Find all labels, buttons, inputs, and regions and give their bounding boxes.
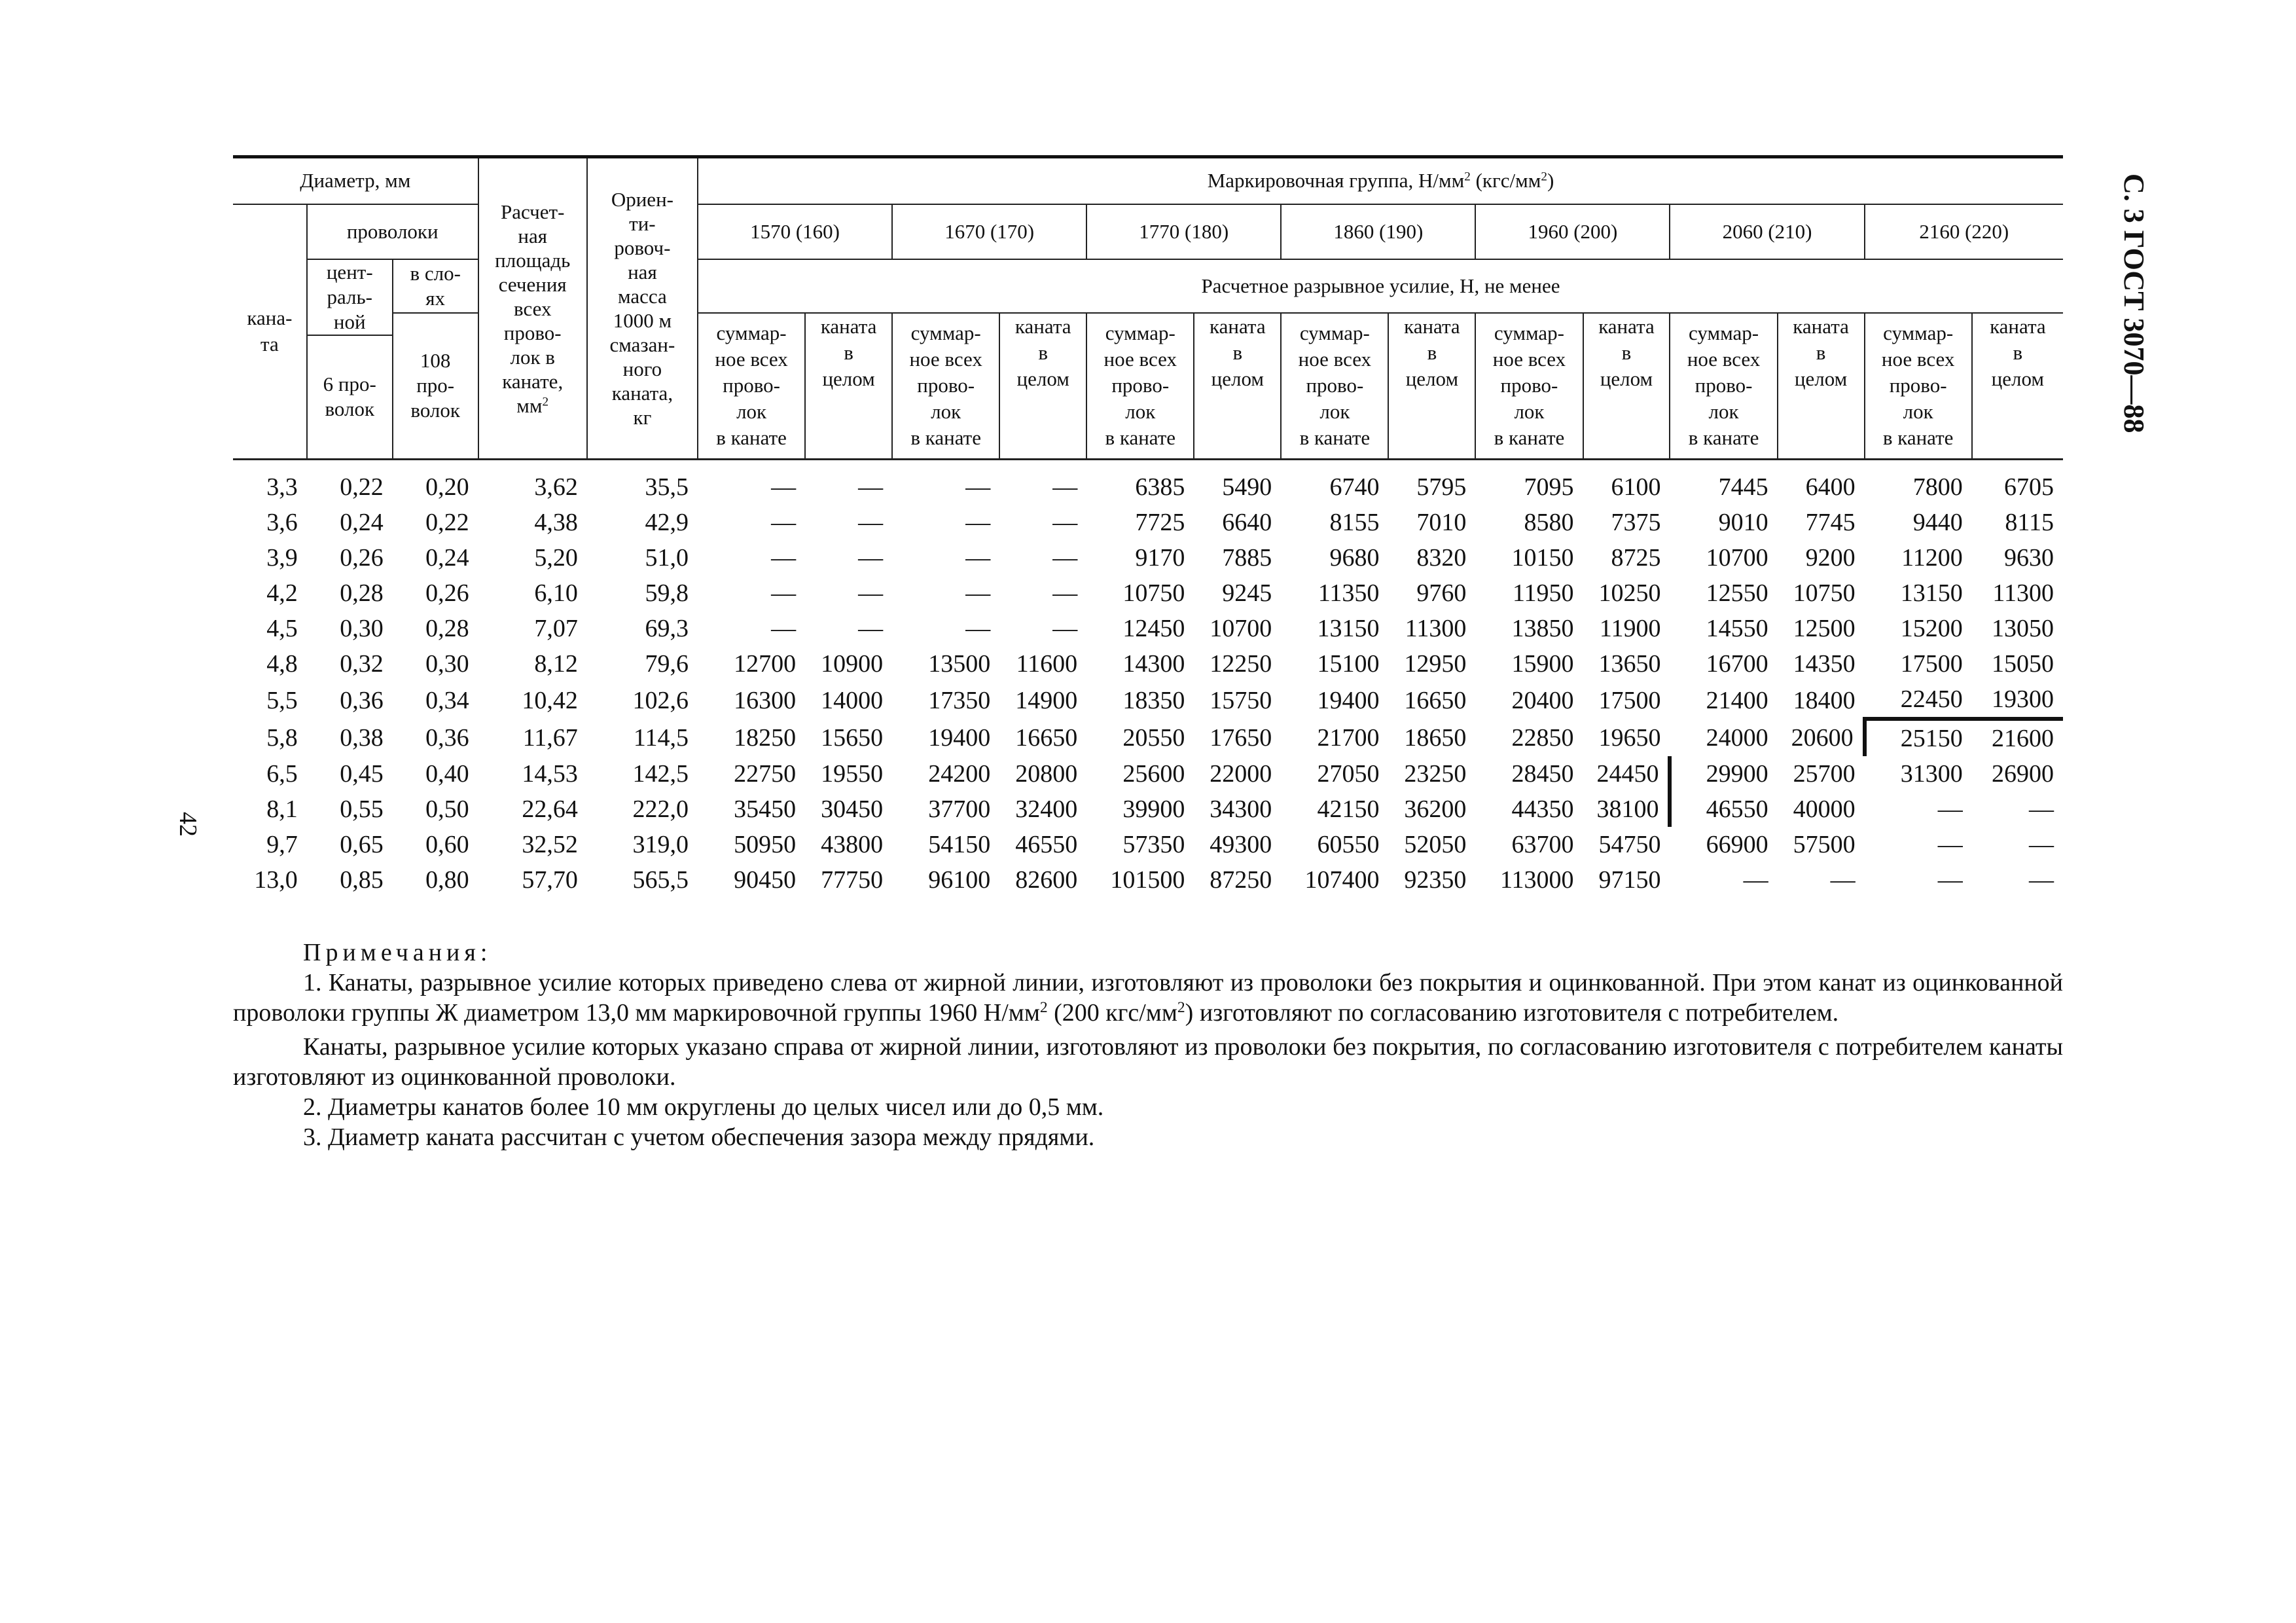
table-cell: 0,20 <box>425 473 469 501</box>
table-cell: 4,5 <box>266 615 298 642</box>
table-cell: 10750 <box>1793 579 1856 607</box>
header-central-count: 6 про- волок <box>307 335 393 460</box>
table-cell: 0,24 <box>340 509 384 536</box>
table-cell: 25700 <box>1793 760 1856 788</box>
table-cell: 0,45 <box>340 760 384 788</box>
table-cell: 11,67 <box>522 723 578 752</box>
table-cell: 142,5 <box>632 760 689 788</box>
table-cell: 7010 <box>1416 509 1467 536</box>
table-cell: 25600 <box>1122 760 1185 788</box>
table-cell: 5,20 <box>534 544 578 572</box>
header-group-2160: 2160 (220) <box>1865 204 2063 259</box>
note-1: 1. Канаты, разрывное усилие которых приведено слева от жирной линии, изготовляют из проволоки без покрытия и оцинкованной. При этом канат из оцинкованной проволоки группы Ж диаметром 13,0 мм маркировочной группы 1960 $Н/мм^2$ (200 кгс/$мм^2$) изготовляют по согласованию изготовителя с потребителем. <box>233 969 2063 1027</box>
table-cell: — <box>771 473 797 501</box>
table-cell: 32400 <box>1015 795 1078 823</box>
table-cell: — <box>771 579 797 607</box>
table-cell: 15050 <box>1992 650 2054 678</box>
table-cell: 5795 <box>1416 473 1467 501</box>
table-cell: — <box>965 509 991 536</box>
table-cell: 25150 <box>1865 719 1972 756</box>
table-cell: 565,5 <box>632 866 689 894</box>
table-cell: 92350 <box>1404 866 1467 894</box>
table-cell: 6385 <box>1135 473 1185 501</box>
header-marking-group: Маркировочная группа, $Н/мм^2$ $(кгс/мм^2)$ <box>698 157 2063 204</box>
table-cell: 40000 <box>1793 795 1856 823</box>
table-cell: 5,5 <box>266 686 298 714</box>
table-cell: 8320 <box>1416 544 1467 572</box>
table-cell: 69,3 <box>645 615 689 642</box>
table-cell: 42150 <box>1317 795 1380 823</box>
table-cell: 44350 <box>1511 795 1574 823</box>
table-cell: 57,70 <box>522 866 578 894</box>
table-cell: 107400 <box>1304 866 1380 894</box>
table-cell: 46550 <box>1015 831 1078 858</box>
table-cell: 6640 <box>1222 509 1272 536</box>
table-cell: 19300 <box>1992 685 2054 713</box>
header-sum-wires: суммар- ное всех прово- лок в канате <box>1086 313 1194 460</box>
table-cell: — <box>1830 866 1856 894</box>
rope-breaking-force-table <box>233 155 2063 898</box>
table-cell: 22450 <box>1900 685 1963 713</box>
table-cell: — <box>2029 795 2054 823</box>
note-1-continued: Канаты, разрывное усилие которых указано справа от жирной линии, изготовляют из проволоки без покрытия, по согласованию изготовителя с потребителем канаты изготовляют из оцинкованной проволоки. <box>233 1033 2063 1091</box>
table-cell: 12550 <box>1706 579 1768 607</box>
table-cell: 0,36 <box>425 723 469 752</box>
table-cell: 9170 <box>1135 544 1185 572</box>
table-cell: 8,12 <box>534 650 578 678</box>
table-cell: — <box>1052 579 1078 607</box>
table-cell: — <box>2029 866 2054 894</box>
table-cell: — <box>858 473 884 501</box>
table-cell: 15100 <box>1317 650 1380 678</box>
table-cell: 11350 <box>1318 579 1380 607</box>
table-cell: 35,5 <box>645 473 689 501</box>
table-row <box>233 756 2063 792</box>
table-cell: 6705 <box>2004 473 2054 501</box>
header-sum-wires: суммар- ное всех прово- лок в канате <box>1865 313 1972 460</box>
table-cell: — <box>771 509 797 536</box>
table-cell: 22,64 <box>522 795 578 823</box>
table-cell: 0,26 <box>340 544 384 572</box>
table-cell: 18400 <box>1793 686 1856 714</box>
header-rope-whole: каната в целом <box>1388 313 1475 460</box>
header-group-1670: 1670 (170) <box>892 204 1086 259</box>
table-cell: 14300 <box>1122 650 1185 678</box>
table-cell: 10700 <box>1210 615 1272 642</box>
table-cell: 4,38 <box>534 509 578 536</box>
table-cell: 9760 <box>1416 579 1467 607</box>
header-rope-whole: каната в целом <box>999 313 1086 460</box>
table-cell: 17500 <box>1900 650 1963 678</box>
table-cell: 57500 <box>1793 831 1856 858</box>
table-cell: 113000 <box>1499 866 1574 894</box>
table-body <box>233 460 2063 898</box>
table-cell: 17650 <box>1210 723 1272 752</box>
header-mass: Ориен- ти- ровоч- ная масса 1000 м смазан- ного каната, кг <box>587 157 698 460</box>
table-cell: 87250 <box>1210 866 1272 894</box>
table-cell: — <box>858 509 884 536</box>
table-cell: 18250 <box>734 723 797 752</box>
table-cell: 11300 <box>1992 579 2054 607</box>
header-rope-whole: каната в целом <box>1778 313 1865 460</box>
header-group-1570: 1570 (160) <box>698 204 892 259</box>
table-cell: 16650 <box>1015 723 1078 752</box>
table-cell: 34300 <box>1210 795 1272 823</box>
header-area: Расчет- ная площадь сечения всех прово- лок в канате, $мм^2$ <box>478 157 587 460</box>
table-cell: 5,8 <box>266 723 298 752</box>
table-cell: 43800 <box>821 831 884 858</box>
table-cell: 23250 <box>1404 760 1467 788</box>
table-cell: — <box>1052 473 1078 501</box>
header-sum-wires: суммар- ное всех прово- лок в канате <box>1475 313 1583 460</box>
table-cell: 10700 <box>1706 544 1768 572</box>
header-group-1860: 1860 (190) <box>1281 204 1475 259</box>
table-cell: 21600 <box>1972 719 2063 756</box>
table-cell: 20600 <box>1791 723 1854 752</box>
table-cell: 0,50 <box>425 795 469 823</box>
table-cell: 0,24 <box>425 544 469 572</box>
table-cell: 9245 <box>1222 579 1272 607</box>
table-row <box>233 682 2063 719</box>
table-cell: 9010 <box>1718 509 1768 536</box>
table-cell: 24450 <box>1596 760 1659 788</box>
table-cell: 8580 <box>1524 509 1574 536</box>
header-rope-whole: каната в целом <box>1972 313 2063 460</box>
table-cell: 22750 <box>734 760 797 788</box>
table-cell: 0,28 <box>425 615 469 642</box>
table-cell: 3,3 <box>266 473 298 501</box>
table-cell: 26900 <box>1992 760 2054 788</box>
table-cell: 60550 <box>1317 831 1380 858</box>
header-rope: кана- та <box>233 204 307 460</box>
table-row <box>233 792 2063 827</box>
table-cell: 13850 <box>1511 615 1574 642</box>
table-cell: 0,55 <box>340 795 384 823</box>
header-rope-whole: каната в целом <box>1194 313 1281 460</box>
table-cell: 11900 <box>1599 615 1661 642</box>
table-cell: 0,60 <box>425 831 469 858</box>
header-sum-wires: суммар- ное всех прово- лок в канате <box>892 313 999 460</box>
table-cell: 9630 <box>2004 544 2054 572</box>
table-cell: 97150 <box>1598 866 1661 894</box>
table-cell: 22000 <box>1210 760 1272 788</box>
table-cell: — <box>1937 795 1963 823</box>
table-cell: 13050 <box>1992 615 2054 642</box>
table-cell: 9200 <box>1805 544 1856 572</box>
table-cell: 7745 <box>1805 509 1856 536</box>
header-rope-whole: каната в целом <box>805 313 892 460</box>
table-cell: 0,26 <box>425 579 469 607</box>
table-cell: 7095 <box>1524 473 1574 501</box>
table-cell: 0,65 <box>340 831 384 858</box>
table-cell: 50950 <box>734 831 797 858</box>
table-cell: 18350 <box>1122 686 1185 714</box>
header-sum-wires: суммар- ное всех прово- лок в канате <box>1281 313 1388 460</box>
table-cell: — <box>858 579 884 607</box>
table-cell: 12700 <box>734 650 797 678</box>
table-cell: 14,53 <box>522 760 578 788</box>
table-cell: 82600 <box>1015 866 1078 894</box>
page-number: 42 <box>174 812 202 837</box>
table-cell: 24200 <box>928 760 991 788</box>
table-cell: 10250 <box>1598 579 1661 607</box>
table-cell: 24000 <box>1706 723 1768 752</box>
table-cell: 222,0 <box>632 795 689 823</box>
table-cell: 7800 <box>1912 473 1963 501</box>
table-cell: 3,9 <box>266 544 298 572</box>
table-cell: 7,07 <box>534 615 578 642</box>
table-cell: 14900 <box>1015 686 1078 714</box>
table-cell: 35450 <box>734 795 797 823</box>
header-group-2060: 2060 (210) <box>1670 204 1864 259</box>
table-cell: 8,1 <box>266 795 298 823</box>
table-cell: 3,6 <box>266 509 298 536</box>
table-cell: 6400 <box>1805 473 1856 501</box>
table-cell: 13650 <box>1598 650 1661 678</box>
table-cell: 20400 <box>1511 686 1574 714</box>
header-wire: проволоки <box>307 204 478 259</box>
table-cell: 0,30 <box>425 650 469 678</box>
table-cell: 17500 <box>1598 686 1661 714</box>
table-cell: 96100 <box>928 866 991 894</box>
table-cell: 20800 <box>1015 760 1078 788</box>
table-cell: 4,8 <box>266 650 298 678</box>
table-cell: 12250 <box>1210 650 1272 678</box>
table-cell: 11950 <box>1512 579 1574 607</box>
table-cell: 16300 <box>734 686 797 714</box>
table-cell: 3,62 <box>534 473 578 501</box>
table-cell: 54150 <box>928 831 991 858</box>
table-cell: 0,32 <box>340 650 384 678</box>
table-cell: 8725 <box>1611 544 1661 572</box>
header-group-1770: 1770 (180) <box>1086 204 1281 259</box>
table-cell: — <box>1743 866 1768 894</box>
table-cell: 4,2 <box>266 579 298 607</box>
header-layers-count: 108 про- волок <box>393 313 478 460</box>
notes-title: Примечания: <box>303 939 492 966</box>
table-cell: — <box>1937 866 1963 894</box>
table-cell: 21400 <box>1706 686 1768 714</box>
table-cell: 5490 <box>1222 473 1272 501</box>
table-cell: 114,5 <box>633 723 689 752</box>
table-cell: 7375 <box>1611 509 1661 536</box>
table-cell: 7725 <box>1135 509 1185 536</box>
table-cell: 63700 <box>1511 831 1574 858</box>
notes <box>233 938 2063 1152</box>
table-cell: 30450 <box>821 795 884 823</box>
table-cell: 32,52 <box>522 831 578 858</box>
table-row <box>233 827 2063 862</box>
table-cell: 0,40 <box>425 760 469 788</box>
table-cell: 79,6 <box>645 650 689 678</box>
table-cell: 27050 <box>1317 760 1380 788</box>
table-cell: 101500 <box>1110 866 1185 894</box>
table-cell: 13500 <box>928 650 991 678</box>
table-cell: 6100 <box>1611 473 1661 501</box>
table-cell: — <box>965 615 991 642</box>
table-cell: 28450 <box>1511 760 1574 788</box>
table-cell: 15750 <box>1210 686 1272 714</box>
table-cell: 57350 <box>1122 831 1185 858</box>
table-cell: 38100 <box>1596 795 1659 823</box>
table-cell: 0,80 <box>425 866 469 894</box>
table-cell: 13150 <box>1317 615 1380 642</box>
table-cell: 0,22 <box>425 509 469 536</box>
table-cell: 36200 <box>1404 795 1467 823</box>
table-cell: 22850 <box>1511 723 1574 752</box>
table-cell: 11300 <box>1405 615 1467 642</box>
table-cell: 0,85 <box>340 866 384 894</box>
table-cell: 14350 <box>1793 650 1856 678</box>
table-cell: 16650 <box>1404 686 1467 714</box>
table-cell: 59,8 <box>645 579 689 607</box>
table-cell: 7445 <box>1718 473 1768 501</box>
table-cell: 14550 <box>1706 615 1768 642</box>
table-cell: — <box>2029 831 2054 858</box>
table-cell: 18650 <box>1404 723 1467 752</box>
table-row <box>233 540 2063 575</box>
table-cell: 19400 <box>928 723 991 752</box>
table-cell: — <box>1937 831 1963 858</box>
table-cell: 9680 <box>1329 544 1380 572</box>
table-row <box>233 862 2063 898</box>
table-cell: — <box>965 579 991 607</box>
table-cell: 12450 <box>1122 615 1185 642</box>
table-row <box>233 505 2063 540</box>
table-cell: — <box>858 615 884 642</box>
table-cell: 17350 <box>928 686 991 714</box>
table-cell: 54750 <box>1598 831 1661 858</box>
note-3: 3. Диаметр каната рассчитан с учетом обеспечения зазора между прядями. <box>303 1123 1095 1151</box>
table-cell: 6740 <box>1329 473 1380 501</box>
table-cell: 21700 <box>1317 723 1380 752</box>
table-cell: 37700 <box>928 795 991 823</box>
table-cell: 11200 <box>1901 544 1963 572</box>
table-cell: — <box>771 615 797 642</box>
table-cell: 13150 <box>1900 579 1963 607</box>
table-cell: 19550 <box>821 760 884 788</box>
table-cell: 11600 <box>1016 650 1078 678</box>
header-layers: в сло- ях <box>393 259 478 313</box>
table-cell: — <box>1052 544 1078 572</box>
table-cell: 77750 <box>821 866 884 894</box>
table-cell: 16700 <box>1706 650 1768 678</box>
table-cell: 31300 <box>1900 760 1963 788</box>
table-cell: 8115 <box>2005 509 2054 536</box>
table-cell: 52050 <box>1404 831 1467 858</box>
table-cell: 6,10 <box>534 579 578 607</box>
table-cell: 7885 <box>1222 544 1272 572</box>
table-cell: 19650 <box>1598 723 1661 752</box>
table-cell: 15200 <box>1900 615 1963 642</box>
table-cell: 10150 <box>1511 544 1574 572</box>
table-row <box>233 646 2063 682</box>
table-cell: 319,0 <box>632 831 689 858</box>
table-cell: 12500 <box>1793 615 1856 642</box>
note-2: 2. Диаметры канатов более 10 мм округлены до целых чисел или до 0,5 мм. <box>303 1093 1104 1121</box>
table-cell: — <box>965 544 991 572</box>
table-cell: 9440 <box>1912 509 1963 536</box>
header-breaking-force: Расчетное разрывное усилие, Н, не менее <box>698 259 2063 313</box>
table-row <box>233 460 2063 505</box>
table-cell: 15900 <box>1511 650 1574 678</box>
header-central: цент- раль- ной <box>307 259 393 335</box>
table-cell: 10,42 <box>522 686 578 714</box>
table-cell: 0,28 <box>340 579 384 607</box>
header-sum-wires: суммар- ное всех прово- лок в канате <box>698 313 805 460</box>
running-header: С. 3 ГОСТ 3070—88 <box>2118 173 2150 433</box>
table-cell: 0,34 <box>425 686 469 714</box>
table-cell: 39900 <box>1122 795 1185 823</box>
table-cell: — <box>1052 615 1078 642</box>
table-cell: 29900 <box>1670 756 1777 792</box>
table-cell: 10750 <box>1122 579 1185 607</box>
table-cell: 9,7 <box>266 831 298 858</box>
table-row <box>233 719 2063 756</box>
table-cell: — <box>1052 509 1078 536</box>
table-cell: 14000 <box>821 686 884 714</box>
table-cell: 90450 <box>734 866 797 894</box>
table-cell: — <box>965 473 991 501</box>
table-cell: 49300 <box>1210 831 1272 858</box>
table-cell: — <box>858 544 884 572</box>
header-group-1960: 1960 (200) <box>1475 204 1670 259</box>
table-cell: — <box>771 544 797 572</box>
table-cell: 6,5 <box>266 760 298 788</box>
table-cell: 42,9 <box>645 509 689 536</box>
table-cell: 102,6 <box>632 686 689 714</box>
table-cell: 0,38 <box>340 723 384 752</box>
table-cell: 66900 <box>1706 831 1768 858</box>
table-cell: 8155 <box>1329 509 1380 536</box>
table-cell: 0,22 <box>340 473 384 501</box>
header-sum-wires: суммар- ное всех прово- лок в канате <box>1670 313 1777 460</box>
table-cell: 19400 <box>1317 686 1380 714</box>
header-diameter: Диаметр, мм <box>233 157 478 204</box>
header-rope-whole: каната в целом <box>1583 313 1670 460</box>
table-cell: 20550 <box>1122 723 1185 752</box>
table-row <box>233 575 2063 611</box>
table-row <box>233 611 2063 646</box>
table-cell: 46550 <box>1670 792 1777 827</box>
table-cell: 13,0 <box>254 866 298 894</box>
table-cell: 51,0 <box>645 544 689 572</box>
table-cell: 10900 <box>821 650 884 678</box>
table-cell: 0,36 <box>340 686 384 714</box>
table-cell: 15650 <box>821 723 884 752</box>
table-cell: 12950 <box>1404 650 1467 678</box>
table-cell: 0,30 <box>340 615 384 642</box>
